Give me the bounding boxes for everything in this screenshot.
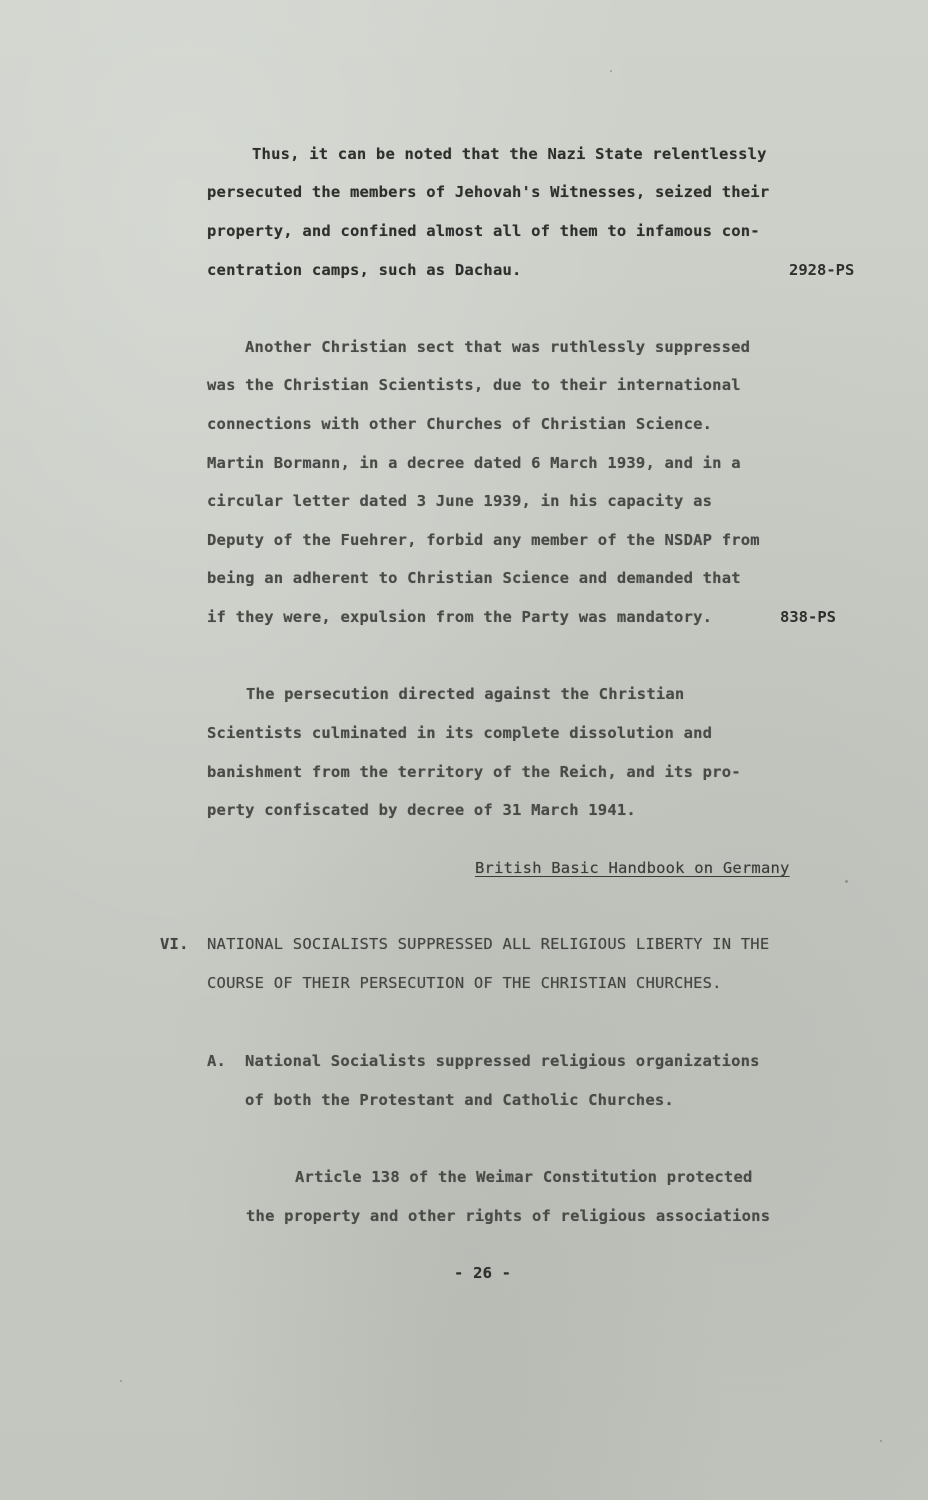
document-reference: 838-PS [780,608,836,626]
page-number: - 26 - [454,1264,512,1282]
text-line: Another Christian sect that was ruthlessly suppressed [245,338,751,356]
text-line: was the Christian Scientists, due to their international [207,376,741,394]
text-line: circular letter dated 3 June 1939, in his capacity as [207,492,713,510]
text-line: persecuted the members of Jehovah's Witnesses, seized their [207,183,770,201]
paper-speck [120,1380,122,1382]
text-line: being an adherent to Christian Science and demanded that [207,569,741,587]
text-line: centration camps, such as Dachau. [207,261,522,279]
subsection-heading-line: National Socialists suppressed religious organizations [245,1052,760,1070]
text-line: Article 138 of the Weimar Constitution protected [295,1168,753,1186]
text-line: Thus, it can be noted that the Nazi State relentlessly [252,145,767,163]
text-line: if they were, expulsion from the Party was mandatory. [207,608,713,626]
text-line: Scientists culminated in its complete dissolution and [207,724,713,742]
text-line: the property and other rights of religious associations [246,1207,771,1225]
section-heading-line: NATIONAL SOCIALISTS SUPPRESSED ALL RELIGIOUS LIBERTY IN THE [207,935,770,953]
paper-speck [880,1440,882,1442]
text-line: The persecution directed against the Christian [246,685,685,703]
document-reference: 2928-PS [789,261,855,279]
text-line: connections with other Churches of Christian Science. [207,415,713,433]
paper-speck [845,880,848,883]
text-line: Deputy of the Fuehrer, forbid any member of the NSDAP from [207,531,760,549]
text-line: perty confiscated by decree of 31 March 1941. [207,801,636,819]
paper-speck [610,70,612,72]
section-numeral: VI. [160,935,189,953]
source-citation: British Basic Handbook on Germany [475,859,790,877]
text-line: banishment from the territory of the Reich, and its pro- [207,763,741,781]
subsection-heading-line: of both the Protestant and Catholic Churches. [245,1091,674,1109]
subsection-letter: A. [207,1052,227,1070]
text-line: Martin Bormann, in a decree dated 6 March 1939, and in a [207,454,741,472]
section-heading-line: COURSE OF THEIR PERSECUTION OF THE CHRISTIAN CHURCHES. [207,974,722,992]
text-line: property, and confined almost all of them to infamous con- [207,222,760,240]
